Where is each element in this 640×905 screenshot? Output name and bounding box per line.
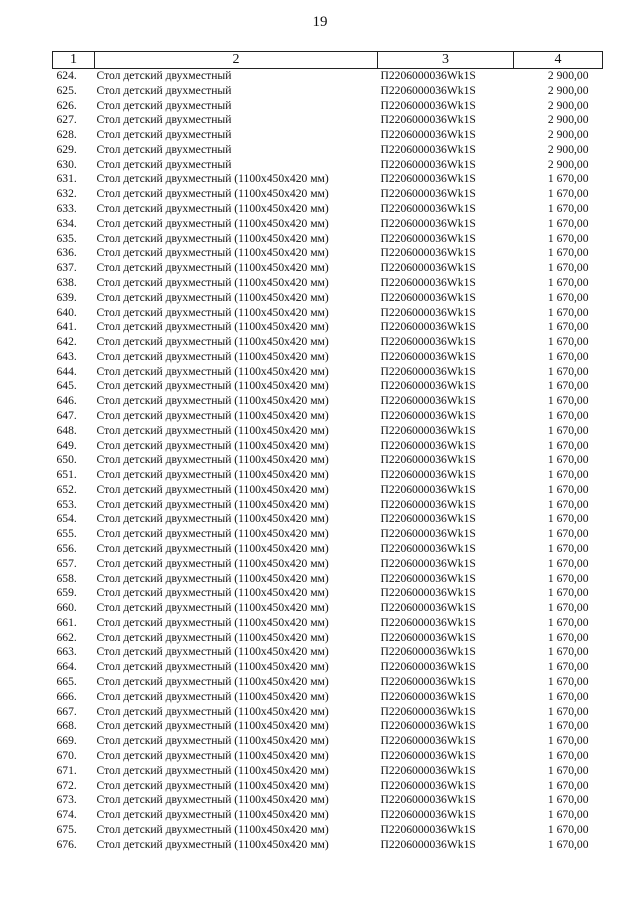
item-name: Стол детский двухместный (1100x450x420 мм)	[96, 630, 329, 644]
row-number: 666.	[56, 689, 77, 703]
item-price: 1 670,00	[547, 586, 589, 600]
item-name: Стол детский двухместный (1100x450x420 мм)	[96, 187, 329, 201]
row-number: 627.	[56, 113, 77, 127]
table-row	[53, 616, 603, 631]
item-price: 1 670,00	[547, 187, 589, 201]
item-price: 1 670,00	[547, 778, 589, 792]
item-code: П2206000036Wk1S	[380, 290, 476, 304]
item-price: 1 670,00	[547, 615, 589, 629]
item-code: П2206000036Wk1S	[380, 719, 476, 733]
item-code: П2206000036Wk1S	[380, 837, 476, 851]
table-row	[53, 572, 603, 587]
table-row	[53, 246, 603, 261]
row-number: 661.	[56, 615, 77, 629]
item-name: Стол детский двухместный (1100x450x420 мм)	[96, 379, 329, 393]
table-row	[53, 719, 603, 734]
row-number: 641.	[56, 320, 77, 334]
row-number: 671.	[56, 763, 77, 777]
item-name: Стол детский двухместный (1100x450x420 мм)	[96, 497, 329, 511]
row-number: 632.	[56, 187, 77, 201]
item-code: П2206000036Wk1S	[380, 675, 476, 689]
item-price: 1 670,00	[547, 512, 589, 526]
table-row	[53, 793, 603, 808]
item-price: 1 670,00	[547, 364, 589, 378]
row-number: 652.	[56, 482, 77, 496]
table-row	[53, 542, 603, 557]
row-number: 644.	[56, 364, 77, 378]
item-code: П2206000036Wk1S	[380, 423, 476, 437]
table-row	[53, 232, 603, 247]
item-name: Стол детский двухместный (1100x450x420 мм)	[96, 408, 329, 422]
table-header	[53, 52, 603, 69]
item-name: Стол детский двухместный (1100x450x420 мм)	[96, 423, 329, 437]
item-price: 1 670,00	[547, 542, 589, 555]
item-code: П2206000036Wk1S	[380, 704, 476, 718]
item-name: Стол детский двухместный (1100x450x420 мм)	[96, 734, 329, 748]
row-number: 640.	[56, 305, 77, 319]
item-price: 1 670,00	[547, 763, 589, 777]
item-price: 1 670,00	[547, 571, 589, 585]
row-number: 664.	[56, 660, 77, 674]
item-name: Стол детский двухместный (1100x450x420 мм)	[96, 586, 329, 600]
item-price: 1 670,00	[547, 335, 589, 349]
item-name: Стол детский двухместный (1100x450x420 мм)	[96, 778, 329, 792]
table-row	[53, 202, 603, 217]
item-price: 1 670,00	[547, 261, 589, 275]
item-price: 1 670,00	[547, 675, 589, 689]
item-name: Стол детский двухместный (1100x450x420 мм)	[96, 320, 329, 334]
item-name: Стол детский двухместный (1100x450x420 мм)	[96, 719, 329, 733]
item-price: 1 670,00	[547, 305, 589, 319]
item-code: П2206000036Wk1S	[380, 793, 476, 807]
item-price: 1 670,00	[547, 734, 589, 748]
item-price: 1 670,00	[547, 704, 589, 718]
table-row	[53, 306, 603, 321]
row-number: 651.	[56, 468, 77, 482]
item-code: П2206000036Wk1S	[380, 275, 476, 289]
item-price: 1 670,00	[547, 394, 589, 408]
row-number: 637.	[56, 261, 77, 275]
table-row	[53, 645, 603, 660]
row-number: 674.	[56, 808, 77, 822]
row-number: 625.	[56, 83, 77, 97]
row-number: 630.	[56, 157, 77, 171]
row-number: 670.	[56, 748, 77, 762]
row-number: 650.	[56, 453, 77, 467]
item-code: П2206000036Wk1S	[380, 778, 476, 792]
item-name: Стол детский двухместный (1100x450x420 мм)	[96, 482, 329, 496]
item-price: 1 670,00	[547, 601, 589, 615]
table-row	[53, 69, 603, 84]
item-price: 1 670,00	[547, 172, 589, 186]
row-number: 668.	[56, 719, 77, 733]
table-row	[53, 823, 603, 838]
row-number: 663.	[56, 645, 77, 659]
table-row	[53, 586, 603, 601]
item-name: Стол детский двухместный	[96, 98, 232, 112]
row-number: 667.	[56, 704, 77, 718]
row-number: 635.	[56, 231, 77, 245]
header-row	[53, 52, 603, 69]
item-code: П2206000036Wk1S	[380, 335, 476, 349]
item-name: Стол детский двухместный (1100x450x420 мм)	[96, 808, 329, 822]
item-price: 1 670,00	[547, 246, 589, 260]
row-number: 638.	[56, 275, 77, 289]
item-name: Стол детский двухместный (1100x450x420 мм)	[96, 349, 329, 363]
column-header-4: 4	[514, 52, 603, 69]
row-number: 624.	[56, 69, 77, 82]
row-number: 662.	[56, 630, 77, 644]
table-row	[53, 172, 603, 187]
item-price: 1 670,00	[547, 748, 589, 762]
item-code: П2206000036Wk1S	[380, 453, 476, 467]
item-price: 1 670,00	[547, 231, 589, 245]
item-code: П2206000036Wk1S	[380, 83, 476, 97]
item-name: Стол детский двухместный (1100x450x420 мм)	[96, 172, 329, 186]
item-price: 1 670,00	[547, 645, 589, 659]
table-row	[53, 379, 603, 394]
item-price: 1 670,00	[547, 527, 589, 541]
item-name: Стол детский двухместный (1100x450x420 мм)	[96, 468, 329, 482]
table-row	[53, 291, 603, 306]
table-row	[53, 764, 603, 779]
table-row	[53, 158, 603, 173]
item-code: П2206000036Wk1S	[380, 822, 476, 836]
item-price: 1 670,00	[547, 689, 589, 703]
item-price: 2 900,00	[547, 113, 589, 127]
table-row	[53, 187, 603, 202]
item-price: 2 900,00	[547, 142, 589, 156]
item-name: Стол детский двухместный (1100x450x420 мм)	[96, 394, 329, 408]
item-price: 1 670,00	[547, 630, 589, 644]
item-code: П2206000036Wk1S	[380, 468, 476, 482]
row-number: 653.	[56, 497, 77, 511]
table-row	[53, 113, 603, 128]
item-code: П2206000036Wk1S	[380, 630, 476, 644]
item-code: П2206000036Wk1S	[380, 320, 476, 334]
item-name: Стол детский двухместный (1100x450x420 мм)	[96, 793, 329, 807]
item-name: Стол детский двухместный (1100x450x420 мм)	[96, 231, 329, 245]
item-price: 1 670,00	[547, 290, 589, 304]
item-code: П2206000036Wk1S	[380, 157, 476, 171]
item-price: 1 670,00	[547, 808, 589, 822]
table-row	[53, 394, 603, 409]
item-code: П2206000036Wk1S	[380, 349, 476, 363]
table-row	[53, 143, 603, 158]
item-name: Стол детский двухместный (1100x450x420 мм)	[96, 748, 329, 762]
item-name: Стол детский двухместный (1100x450x420 мм)	[96, 556, 329, 570]
item-name: Стол детский двухместный (1100x450x420 мм)	[96, 335, 329, 349]
item-code: П2206000036Wk1S	[380, 571, 476, 585]
column-header-3: 3	[378, 52, 514, 69]
table-row	[53, 261, 603, 276]
item-name: Стол детский двухместный	[96, 157, 232, 171]
item-name: Стол детский двухместный (1100x450x420 мм)	[96, 675, 329, 689]
table-row	[53, 675, 603, 690]
item-name: Стол детский двухместный (1100x450x420 мм)	[96, 542, 329, 555]
row-number: 646.	[56, 394, 77, 408]
row-number: 676.	[56, 837, 77, 851]
item-price: 1 670,00	[547, 453, 589, 467]
row-number: 656.	[56, 542, 77, 555]
item-code: П2206000036Wk1S	[380, 689, 476, 703]
item-code: П2206000036Wk1S	[380, 556, 476, 570]
item-price: 1 670,00	[547, 822, 589, 836]
item-name: Стол детский двухместный (1100x450x420 мм)	[96, 763, 329, 777]
table-row	[53, 557, 603, 572]
row-number: 636.	[56, 246, 77, 260]
table-row	[53, 350, 603, 365]
table-row	[53, 527, 603, 542]
item-price: 2 900,00	[547, 98, 589, 112]
column-header-1: 1	[53, 52, 95, 69]
item-name: Стол детский двухместный (1100x450x420 мм)	[96, 704, 329, 718]
item-name: Стол детский двухместный (1100x450x420 мм)	[96, 453, 329, 467]
item-price: 2 900,00	[547, 157, 589, 171]
row-number: 645.	[56, 379, 77, 393]
item-code: П2206000036Wk1S	[380, 527, 476, 541]
item-code: П2206000036Wk1S	[380, 187, 476, 201]
row-number: 654.	[56, 512, 77, 526]
row-number: 629.	[56, 142, 77, 156]
item-code: П2206000036Wk1S	[380, 601, 476, 615]
item-price: 1 670,00	[547, 837, 589, 851]
row-number: 673.	[56, 793, 77, 807]
table-row	[53, 512, 603, 527]
item-name: Стол детский двухместный (1100x450x420 мм)	[96, 837, 329, 851]
item-code: П2206000036Wk1S	[380, 69, 476, 82]
item-name: Стол детский двухместный	[96, 128, 232, 142]
row-number: 648.	[56, 423, 77, 437]
item-name: Стол детский двухместный (1100x450x420 мм)	[96, 512, 329, 526]
row-number: 669.	[56, 734, 77, 748]
item-price: 1 670,00	[547, 468, 589, 482]
row-number: 665.	[56, 675, 77, 689]
inventory-table	[52, 51, 603, 852]
table-row	[53, 335, 603, 350]
item-name: Стол детский двухместный	[96, 69, 232, 82]
item-code: П2206000036Wk1S	[380, 202, 476, 216]
row-number: 642.	[56, 335, 77, 349]
row-number: 643.	[56, 349, 77, 363]
item-name: Стол детский двухместный (1100x450x420 мм)	[96, 202, 329, 216]
item-name: Стол детский двухместный (1100x450x420 мм)	[96, 615, 329, 629]
table-row	[53, 128, 603, 143]
item-price: 1 670,00	[547, 438, 589, 452]
item-name: Стол детский двухместный (1100x450x420 мм)	[96, 246, 329, 260]
table-row	[53, 409, 603, 424]
item-name: Стол детский двухместный (1100x450x420 мм)	[96, 689, 329, 703]
table-row	[53, 808, 603, 823]
item-price: 1 670,00	[547, 423, 589, 437]
item-code: П2206000036Wk1S	[380, 482, 476, 496]
item-code: П2206000036Wk1S	[380, 542, 476, 555]
item-code: П2206000036Wk1S	[380, 438, 476, 452]
item-price: 1 670,00	[547, 556, 589, 570]
table-row	[53, 99, 603, 114]
item-code: П2206000036Wk1S	[380, 763, 476, 777]
table-row	[53, 838, 603, 853]
item-price: 2 900,00	[547, 128, 589, 142]
table-row	[53, 734, 603, 749]
table-row	[53, 601, 603, 616]
table-row	[53, 453, 603, 468]
table-row	[53, 468, 603, 483]
item-name: Стол детский двухместный (1100x450x420 мм)	[96, 571, 329, 585]
item-code: П2206000036Wk1S	[380, 512, 476, 526]
item-code: П2206000036Wk1S	[380, 748, 476, 762]
item-price: 1 670,00	[547, 320, 589, 334]
table-row	[53, 84, 603, 99]
item-code: П2206000036Wk1S	[380, 497, 476, 511]
row-number: 634.	[56, 216, 77, 230]
item-price: 1 670,00	[547, 719, 589, 733]
table-row	[53, 320, 603, 335]
item-name: Стол детский двухместный (1100x450x420 мм)	[96, 645, 329, 659]
item-price: 1 670,00	[547, 482, 589, 496]
item-code: П2206000036Wk1S	[380, 142, 476, 156]
row-number: 633.	[56, 202, 77, 216]
column-header-2: 2	[95, 52, 378, 69]
item-name: Стол детский двухместный (1100x450x420 мм)	[96, 527, 329, 541]
item-name: Стол детский двухместный	[96, 142, 232, 156]
table-row	[53, 749, 603, 764]
row-number: 639.	[56, 290, 77, 304]
item-price: 1 670,00	[547, 216, 589, 230]
row-number: 649.	[56, 438, 77, 452]
item-name: Стол детский двухместный (1100x450x420 мм)	[96, 216, 329, 230]
item-name: Стол детский двухместный	[96, 83, 232, 97]
item-name: Стол детский двухместный (1100x450x420 мм)	[96, 364, 329, 378]
row-number: 659.	[56, 586, 77, 600]
item-code: П2206000036Wk1S	[380, 172, 476, 186]
item-price: 1 670,00	[547, 379, 589, 393]
item-price: 2 900,00	[547, 83, 589, 97]
table-row	[53, 631, 603, 646]
item-name: Стол детский двухместный (1100x450x420 мм)	[96, 305, 329, 319]
item-code: П2206000036Wk1S	[380, 734, 476, 748]
item-code: П2206000036Wk1S	[380, 305, 476, 319]
item-code: П2206000036Wk1S	[380, 645, 476, 659]
item-price: 1 670,00	[547, 275, 589, 289]
item-code: П2206000036Wk1S	[380, 113, 476, 127]
item-code: П2206000036Wk1S	[380, 231, 476, 245]
item-name: Стол детский двухместный (1100x450x420 мм)	[96, 275, 329, 289]
item-code: П2206000036Wk1S	[380, 408, 476, 422]
item-price: 1 670,00	[547, 660, 589, 674]
row-number: 655.	[56, 527, 77, 541]
item-price: 1 670,00	[547, 408, 589, 422]
item-code: П2206000036Wk1S	[380, 246, 476, 260]
row-number: 631.	[56, 172, 77, 186]
table-row	[53, 705, 603, 720]
row-number: 628.	[56, 128, 77, 142]
item-code: П2206000036Wk1S	[380, 615, 476, 629]
item-price: 1 670,00	[547, 793, 589, 807]
page-number: 19	[312, 14, 328, 30]
item-name: Стол детский двухместный (1100x450x420 мм)	[96, 822, 329, 836]
row-number: 626.	[56, 98, 77, 112]
table-row	[53, 779, 603, 794]
table-body	[53, 69, 603, 853]
table-row	[53, 483, 603, 498]
item-name: Стол детский двухместный (1100x450x420 мм)	[96, 290, 329, 304]
item-code: П2206000036Wk1S	[380, 660, 476, 674]
row-number: 657.	[56, 556, 77, 570]
row-number: 658.	[56, 571, 77, 585]
table-row	[53, 276, 603, 291]
table-row	[53, 424, 603, 439]
table-row	[53, 439, 603, 454]
item-code: П2206000036Wk1S	[380, 394, 476, 408]
item-price: 2 900,00	[547, 69, 589, 82]
row-number: 672.	[56, 778, 77, 792]
item-name: Стол детский двухместный (1100x450x420 мм)	[96, 261, 329, 275]
row-number: 660.	[56, 601, 77, 615]
item-name: Стол детский двухместный	[96, 113, 232, 127]
item-code: П2206000036Wk1S	[380, 808, 476, 822]
table-row	[53, 498, 603, 513]
item-price: 1 670,00	[547, 497, 589, 511]
item-code: П2206000036Wk1S	[380, 216, 476, 230]
row-number: 647.	[56, 408, 77, 422]
table-row	[53, 690, 603, 705]
item-code: П2206000036Wk1S	[380, 261, 476, 275]
item-code: П2206000036Wk1S	[380, 586, 476, 600]
item-code: П2206000036Wk1S	[380, 379, 476, 393]
item-name: Стол детский двухместный (1100x450x420 мм)	[96, 660, 329, 674]
item-code: П2206000036Wk1S	[380, 98, 476, 112]
item-name: Стол детский двухместный (1100x450x420 мм)	[96, 601, 329, 615]
item-price: 1 670,00	[547, 349, 589, 363]
table-row	[53, 365, 603, 380]
table-row	[53, 660, 603, 675]
item-name: Стол детский двухместный (1100x450x420 мм)	[96, 438, 329, 452]
item-code: П2206000036Wk1S	[380, 364, 476, 378]
row-number: 675.	[56, 822, 77, 836]
item-code: П2206000036Wk1S	[380, 128, 476, 142]
table-row	[53, 217, 603, 232]
item-price: 1 670,00	[547, 202, 589, 216]
